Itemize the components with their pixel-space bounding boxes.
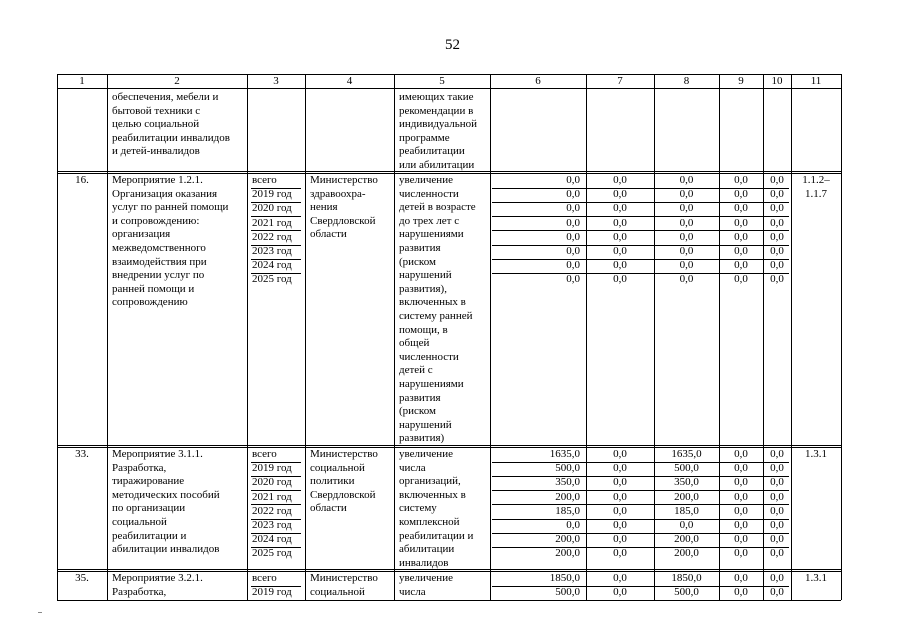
value-cell: 0,0 — [770, 547, 784, 560]
year-label: 2025 год — [252, 273, 292, 286]
year-label: 2023 год — [252, 245, 292, 257]
target-indicator: 1.1.2– 1.1.7 — [802, 174, 830, 200]
activity-text: Мероприятие 3.2.1. Разработка, — [112, 572, 203, 598]
column-divider — [791, 74, 792, 600]
value-cell: 0,0 — [679, 273, 694, 286]
value-cell: 0,0 — [679, 188, 694, 201]
year-label: 2024 год — [252, 533, 292, 546]
value-cell: 0,0 — [734, 476, 748, 489]
year-label: 2021 год — [252, 490, 292, 503]
value-cell: 0,0 — [613, 202, 627, 215]
value-cell: 0,0 — [566, 259, 580, 272]
value-cell: 0,0 — [770, 533, 784, 546]
value-cell: 0,0 — [679, 245, 694, 257]
continuation-activity-text: обеспечения, мебели и бытовой техники с целью социальной реабилитации инвалидов и детей-инвалидов — [112, 91, 230, 158]
year-label: 2020 год — [252, 202, 292, 215]
value-cell: 0,0 — [734, 490, 748, 503]
continuation-indicator-text: имеющих такие рекомендации в индивидуальной программе реабилитации или абилитации — [399, 91, 478, 171]
page-number: 52 — [445, 37, 460, 53]
table-bottom-border — [57, 600, 841, 601]
value-cell: 0,0 — [566, 216, 580, 229]
value-cell: 0,0 — [734, 519, 748, 531]
year-label: 2022 год — [252, 230, 292, 243]
value-cell: 0,0 — [734, 504, 748, 517]
value-cell: 0,0 — [613, 519, 627, 531]
value-cell: 0,0 — [613, 230, 627, 243]
value-cell: 0,0 — [613, 572, 627, 584]
year-label: 2019 год — [252, 188, 292, 201]
value-cell: 0,0 — [770, 448, 784, 460]
value-cell: 0,0 — [613, 188, 627, 201]
column-header-7: 7 — [617, 75, 623, 87]
value-cell: 0,0 — [679, 259, 694, 272]
value-cell: 0,0 — [566, 245, 580, 257]
value-cell: 500,0 — [674, 462, 699, 475]
value-cell: 0,0 — [613, 462, 627, 475]
year-label: 2023 год — [252, 519, 292, 531]
value-cell: 200,0 — [555, 547, 580, 560]
year-label: всего — [252, 174, 277, 186]
value-cell: 0,0 — [613, 216, 627, 229]
value-cell: 0,0 — [770, 259, 784, 272]
year-label: 2024 год — [252, 259, 292, 272]
value-cell: 0,0 — [770, 273, 784, 286]
column-header-1: 1 — [79, 75, 85, 87]
value-cell: 500,0 — [555, 586, 580, 599]
value-cell: 0,0 — [770, 230, 784, 243]
value-cell: 500,0 — [674, 586, 699, 599]
value-cell: 0,0 — [734, 259, 748, 272]
value-cell: 0,0 — [679, 202, 694, 215]
value-cell: 0,0 — [566, 519, 580, 531]
column-divider — [841, 74, 842, 600]
row-divider — [57, 445, 841, 446]
value-cell: 0,0 — [734, 273, 748, 286]
year-label: 2019 год — [252, 586, 292, 599]
value-cell: 1635,0 — [671, 448, 702, 460]
value-cell: 0,0 — [770, 245, 784, 257]
column-header-11: 11 — [810, 75, 822, 87]
year-label: 2020 год — [252, 476, 292, 489]
value-cell: 0,0 — [734, 462, 748, 475]
column-header-6: 6 — [535, 75, 541, 87]
value-cell: 0,0 — [613, 490, 627, 503]
value-cell: 1635,0 — [549, 448, 580, 460]
value-cell: 0,0 — [770, 572, 784, 584]
value-cell: 0,0 — [679, 216, 694, 229]
value-cell: 185,0 — [674, 504, 699, 517]
year-label: 2021 год — [252, 216, 292, 229]
value-cell: 0,0 — [613, 586, 627, 599]
row-divider — [57, 171, 841, 172]
value-cell: 0,0 — [734, 188, 748, 201]
activity-text: Мероприятие 1.2.1. Организация оказания услуг по ранней помощи и сопровождению: организация межведомственного взаимодействия при внедрении услуг по ранней помощи и сопровождению — [112, 174, 229, 309]
value-cell: 0,0 — [613, 476, 627, 489]
value-cell: 0,0 — [770, 216, 784, 229]
value-cell: 0,0 — [770, 490, 784, 503]
executor-text: Министерство социальной политики Свердловской области — [310, 448, 378, 515]
value-cell: 0,0 — [770, 519, 784, 531]
value-cell: 0,0 — [613, 273, 627, 286]
value-cell: 0,0 — [770, 202, 784, 215]
year-label: 2019 год — [252, 462, 292, 475]
year-label: 2025 год — [252, 547, 292, 560]
column-header-4: 4 — [346, 75, 353, 87]
value-cell: 0,0 — [613, 448, 627, 460]
column-header-2: 2 — [174, 75, 180, 87]
value-cell: 0,0 — [613, 259, 627, 272]
value-cell: 0,0 — [613, 504, 627, 517]
value-cell: 350,0 — [555, 476, 580, 489]
value-cell: 0,0 — [770, 504, 784, 517]
column-header-5: 5 — [439, 75, 445, 87]
target-indicator: 1.3.1 — [805, 572, 827, 584]
value-cell: 0,0 — [770, 586, 784, 599]
column-header-3: 3 — [273, 75, 279, 87]
column-divider — [57, 74, 58, 600]
scan-mark — [38, 612, 42, 613]
value-cell: 200,0 — [674, 490, 699, 503]
column-divider — [247, 74, 248, 600]
value-cell: 200,0 — [555, 533, 580, 546]
year-label: всего — [252, 448, 277, 460]
value-cell: 0,0 — [566, 202, 580, 215]
value-cell: 0,0 — [770, 174, 784, 186]
column-divider — [107, 74, 108, 600]
value-cell: 185,0 — [555, 504, 580, 517]
row-number: 35. — [75, 572, 89, 584]
value-cell: 200,0 — [674, 533, 699, 546]
executor-text: Министерство здравоохра- нения Свердловской области — [310, 174, 378, 241]
value-cell: 0,0 — [770, 188, 784, 201]
value-cell: 0,0 — [734, 586, 748, 599]
value-cell: 0,0 — [734, 533, 748, 546]
indicator-text: увеличение числа — [399, 572, 453, 598]
executor-text: Министерство социальной — [310, 572, 378, 598]
value-cell: 1850,0 — [671, 572, 702, 584]
row-divider — [57, 569, 841, 570]
value-cell: 0,0 — [566, 174, 580, 186]
value-cell: 0,0 — [679, 519, 694, 531]
target-indicator: 1.3.1 — [805, 448, 827, 460]
value-cell: 0,0 — [613, 533, 627, 546]
activity-text: Мероприятие 3.1.1. Разработка, тиражирование методических пособий по организации социальной реабилитации и абилитации инвалидов — [112, 448, 220, 556]
column-divider — [394, 74, 395, 600]
value-cell: 500,0 — [555, 462, 580, 475]
row-number: 33. — [75, 448, 89, 460]
column-header-9: 9 — [738, 75, 744, 87]
value-cell: 0,0 — [734, 547, 748, 560]
value-cell: 0,0 — [679, 174, 694, 186]
value-cell: 0,0 — [613, 547, 627, 560]
column-header-8: 8 — [683, 75, 690, 87]
value-cell: 0,0 — [679, 230, 694, 243]
value-cell: 0,0 — [613, 174, 627, 186]
column-divider — [305, 74, 306, 600]
value-cell: 200,0 — [674, 547, 699, 560]
indicator-text: увеличение числа организаций, включенных в систему комплексной реабилитации и абилитации инвалидов — [399, 448, 474, 569]
value-cell: 0,0 — [734, 202, 748, 215]
value-cell: 200,0 — [555, 490, 580, 503]
value-cell: 350,0 — [674, 476, 699, 489]
value-cell: 0,0 — [734, 448, 748, 460]
value-cell: 0,0 — [770, 462, 784, 475]
value-cell: 1850,0 — [549, 572, 580, 584]
value-cell: 0,0 — [613, 245, 627, 257]
year-label: всего — [252, 572, 277, 584]
budget-table — [57, 74, 841, 600]
value-cell: 0,0 — [734, 572, 748, 584]
value-cell: 0,0 — [734, 216, 748, 229]
value-cell: 0,0 — [566, 273, 580, 286]
value-cell: 0,0 — [734, 245, 748, 257]
column-header-10: 10 — [771, 75, 783, 87]
value-cell: 0,0 — [566, 230, 580, 243]
indicator-text: увеличение численности детей в возрасте до трех лет с нарушениями развития (риском нарушений развития), включенных в систему ранней помощи, в общей численности детей с нарушениями развития (риском нарушений развития) — [399, 174, 476, 445]
value-cell: 0,0 — [734, 174, 748, 186]
year-label: 2022 год — [252, 504, 292, 517]
row-number: 16. — [75, 174, 89, 186]
value-cell: 0,0 — [566, 188, 580, 201]
value-cell: 0,0 — [770, 476, 784, 489]
value-cell: 0,0 — [734, 230, 748, 243]
